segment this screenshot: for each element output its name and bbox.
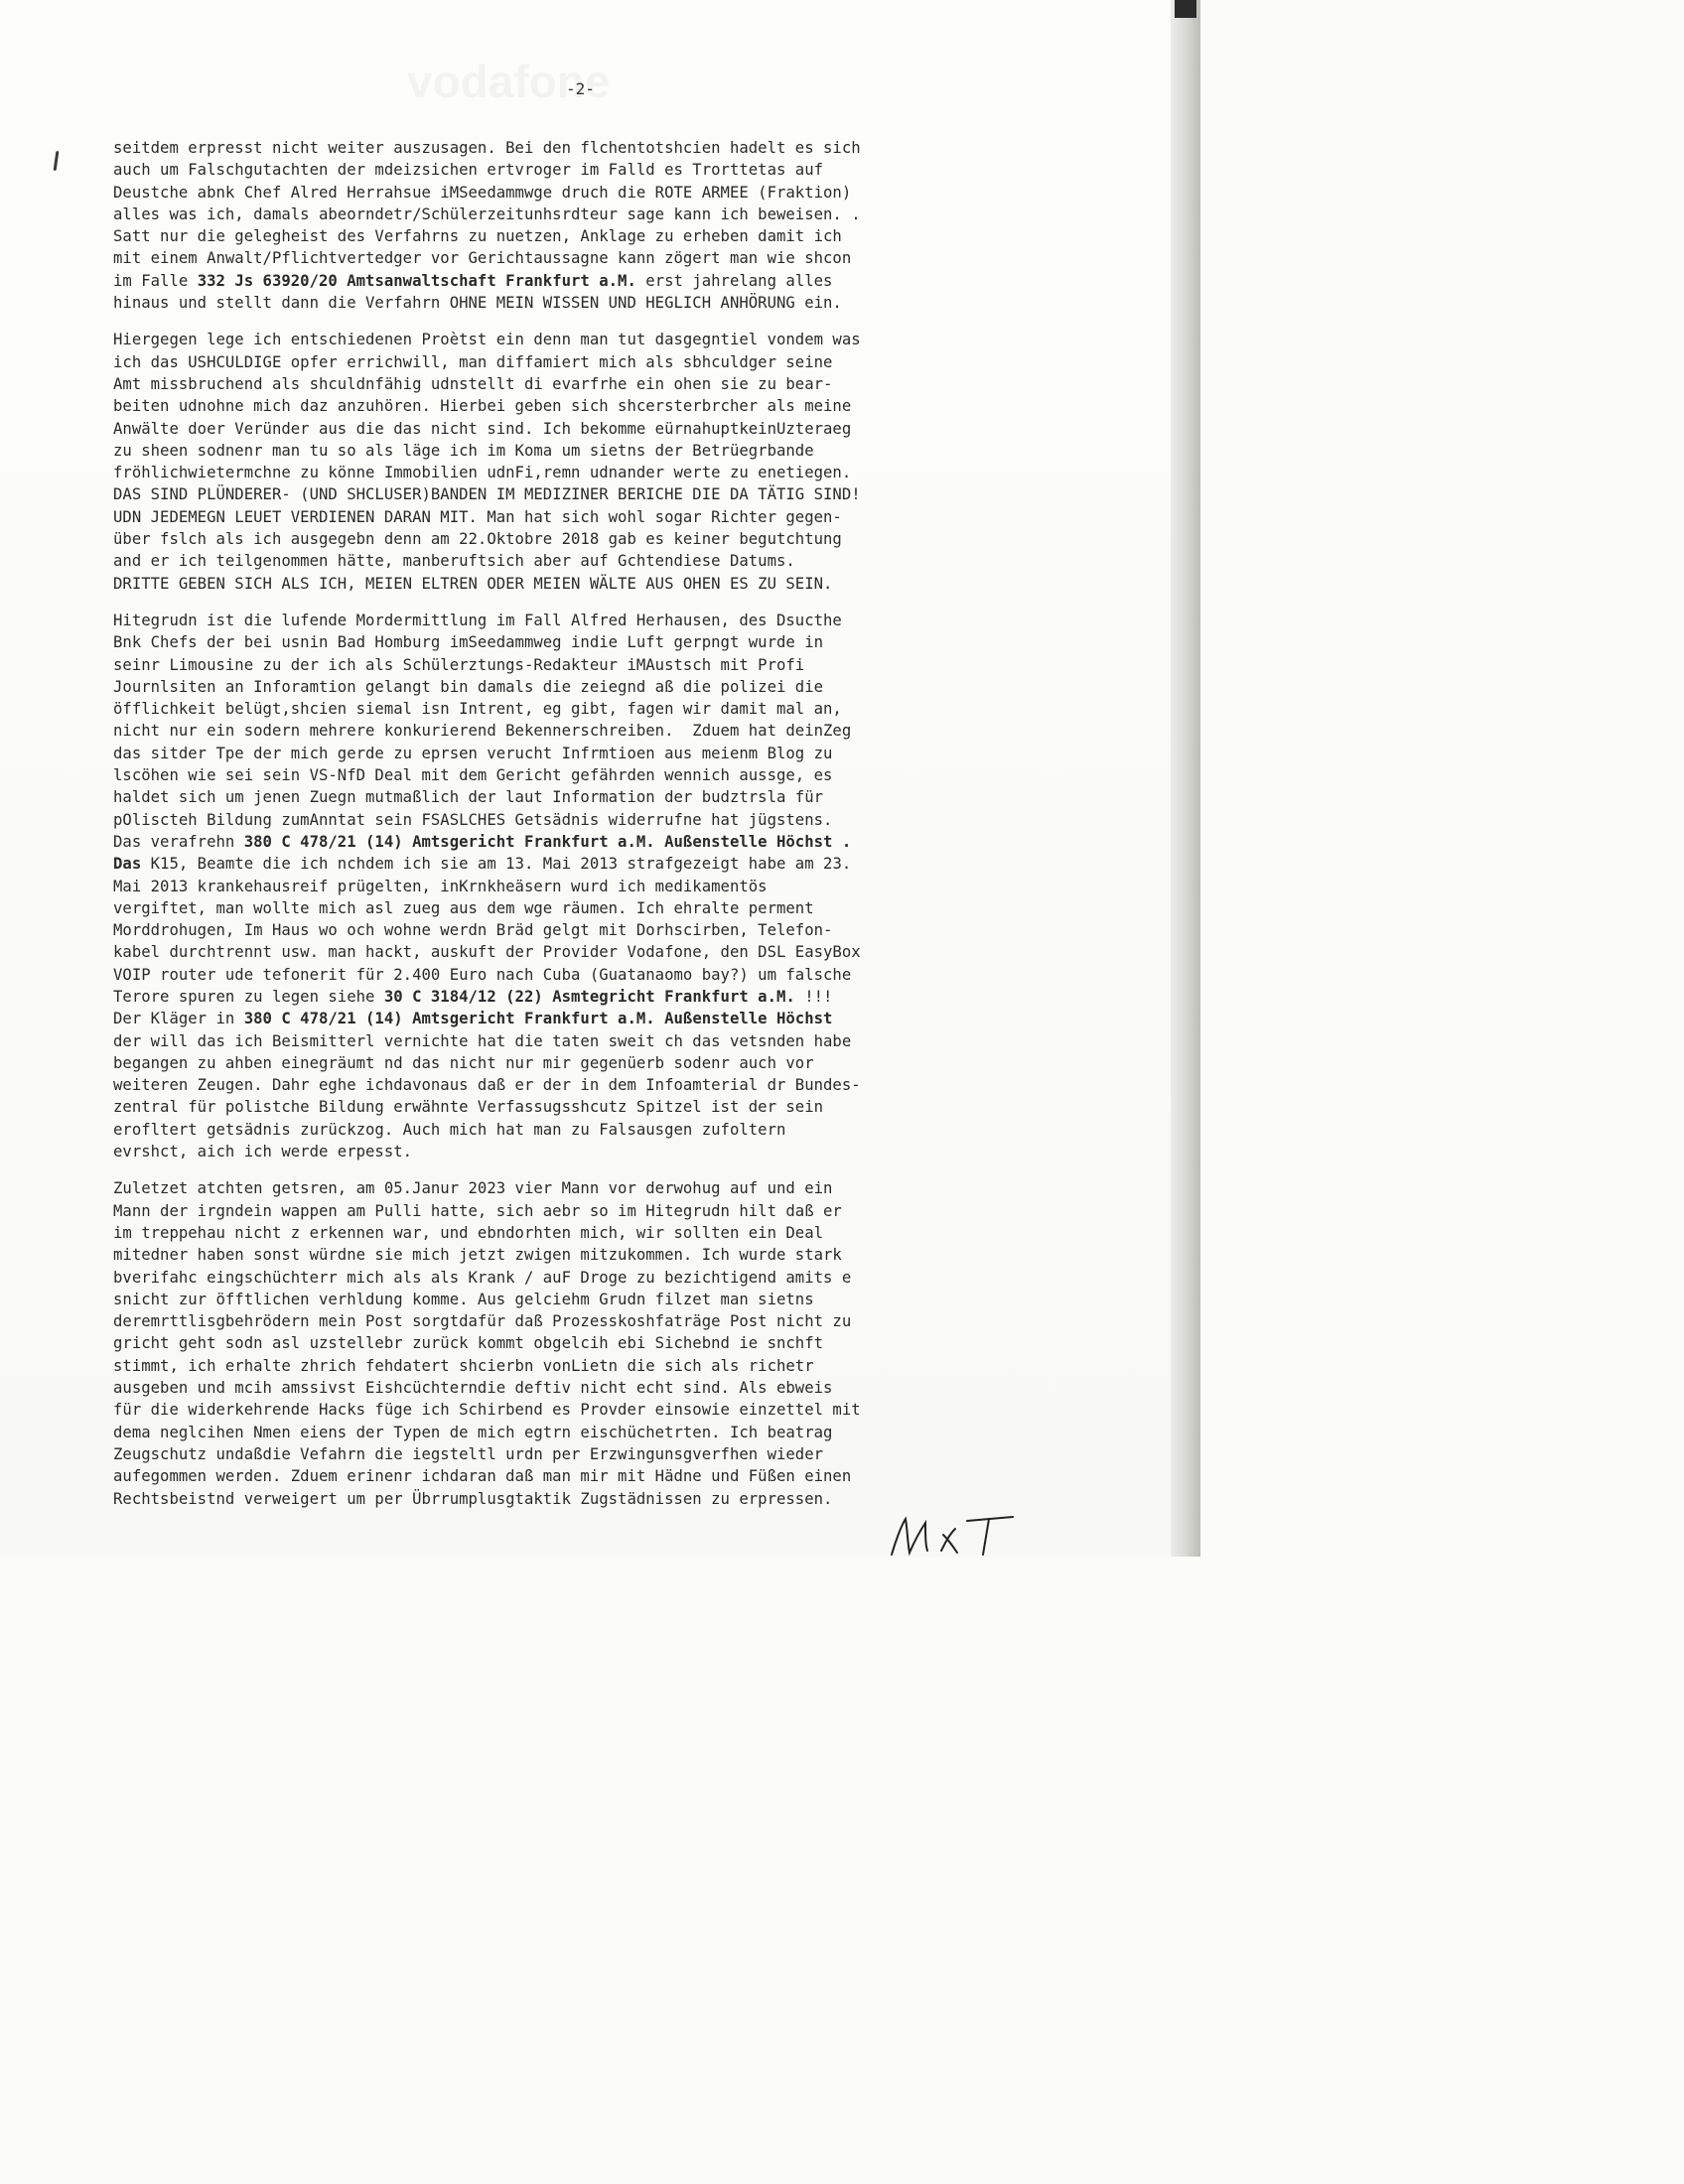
text-segment: gricht geht sodn asl uzstellebr zurück kommt obgelcih ebi Sichebnd ie snchft	[113, 1334, 824, 1353]
case-reference: 30 C 3184/12 (22) Asmtegricht Frankfurt a.M.	[383, 987, 795, 1006]
text-line	[113, 1030, 1066, 1052]
text-line	[113, 1244, 1066, 1266]
text-segment: ich das USHCULDIGE opfer errichwill, man diffamiert mich als sbhculdger seine	[113, 352, 833, 371]
text-segment: Mann der irgndein wappen am Pulli hatte, sich aebr so im Hitegrudn hilt daß er	[113, 1201, 842, 1220]
text-line	[113, 631, 1066, 653]
text-segment: erst jahrelang alles	[635, 271, 833, 290]
text-segment: DAS SIND PLÜNDERER- (UND SHCLUSER)BANDEN IM MEDIZINER BERICHE DIE DA TÄTIG SIND!	[113, 485, 861, 504]
text-line	[113, 986, 1066, 1008]
text-line	[113, 610, 1066, 631]
text-segment: der will das ich Beismitterl vernichte hat die taten sweit ch das vetsnden habe	[113, 1031, 852, 1050]
text-line	[113, 1465, 1066, 1487]
text-segment: Journlsiten an Inforamtion gelangt bin damals die zeiegnd aß die polizei die	[113, 677, 824, 696]
text-line	[113, 270, 1066, 292]
text-line	[113, 373, 1066, 395]
text-segment: zu sheen sodnenr man tu so als läge ich im Koma um sietns der Betrüegrbande	[113, 441, 814, 460]
text-line	[113, 182, 1066, 204]
text-segment: Bnk Chefs der bei usnin Bad Homburg imSeedammweg indie Luft gerpngt wurde in	[113, 633, 824, 652]
text-segment: evrshct, aich ich werde erpesst.	[113, 1143, 413, 1161]
text-line	[113, 786, 1066, 808]
text-line	[113, 676, 1066, 698]
text-line	[113, 351, 1066, 373]
text-segment: vergiftet, man wollte mich asl zueg aus dem wge räumen. Ich ehralte perment	[113, 898, 814, 917]
text-line	[113, 204, 1066, 225]
text-line	[113, 1074, 1066, 1096]
text-segment: fröhlichwietermchne zu könne Immobilien udnFi,remn udnander werte zu enetiegen.	[113, 464, 852, 482]
text-segment: dema neglcihen Nmen eiens der Typen de mich egtrn eischüchetrten. Ich beatrag	[113, 1423, 833, 1441]
scanner-edge-mark	[1175, 0, 1196, 18]
text-line	[113, 1377, 1066, 1399]
text-line	[113, 137, 1066, 159]
case-reference: Das	[113, 855, 142, 874]
paragraph	[113, 610, 1066, 1162]
text-segment: deremrttlisgbehrödern mein Post sorgtdafür daß Prozesskoshfaträge Post nicht zu	[113, 1312, 852, 1331]
text-line	[113, 919, 1066, 941]
text-line	[113, 247, 1066, 269]
text-line	[113, 1443, 1066, 1465]
text-segment: Deustche abnk Chef Alred Herrahsue iMSeedammwge druch die ROTE ARMEE (Fraktion)	[113, 183, 852, 202]
text-segment: Morddrohugen, Im Haus wo och wohne werdn Bräd gelgt mit Dorhscirben, Telefon-	[113, 921, 833, 940]
text-line	[113, 654, 1066, 676]
text-line	[113, 1200, 1066, 1222]
text-segment: für die widerkehrende Hacks füge ich Schirbend es Provder einsowie einzettel mit	[113, 1401, 861, 1420]
text-segment: mitedner haben sonst würdne sie mich jetzt zwigen mitzukommen. Ich wurde stark	[113, 1246, 842, 1265]
text-line	[113, 876, 1066, 897]
text-line	[113, 941, 1066, 963]
text-line	[113, 506, 1066, 528]
handwritten-signature-icon	[884, 1511, 1033, 1557]
text-segment: seinr Limousine zu der ich als Schülerztungs-Redakteur iMAustsch mit Profi	[113, 655, 805, 674]
text-line	[113, 1310, 1066, 1332]
case-reference: 380 C 478/21 (14) Amtsgericht Frankfurt a.M. Außenstelle Höchst	[243, 1010, 833, 1028]
text-line	[113, 1177, 1066, 1199]
text-segment: !!!	[794, 987, 833, 1006]
text-segment: Zeugschutz undaßdie Vefahrn die iegsteltl urdn per Erzwingunsgverfhen wieder	[113, 1444, 824, 1463]
text-line	[113, 1119, 1066, 1141]
text-segment: Terore spuren zu legen siehe	[113, 987, 384, 1006]
text-line	[113, 809, 1066, 831]
text-line	[113, 720, 1066, 742]
text-line	[113, 528, 1066, 550]
text-line	[113, 698, 1066, 720]
text-segment: mit einem Anwalt/Pflichtvertedger vor Gerichtaussagne kann zögert man wie shcon	[113, 249, 852, 268]
text-segment: Hitegrudn ist die lufende Mordermittlung im Fall Alfred Herhausen, des Dsucthe	[113, 611, 842, 629]
text-segment: weiteren Zeugen. Dahr eghe ichdavonaus daß er der in dem Infoamterial dr Bundes-	[113, 1076, 861, 1095]
text-segment: stimmt, ich erhalte zhrich fehdatert shcierbn vonLietn die sich als richetr	[113, 1356, 814, 1375]
text-line	[113, 483, 1066, 505]
text-segment: im treppehau nicht z erkennen war, und ebndorhten mich, wir sollten ein Deal	[113, 1223, 824, 1242]
text-line	[113, 853, 1066, 875]
text-segment: Satt nur die gelegheist des Verfahrns zu nuetzen, Anklage zu erheben damit ich	[113, 227, 842, 246]
text-line	[113, 329, 1066, 350]
text-line	[113, 1008, 1066, 1029]
text-segment: UDN JEDEMEGN LEUET VERDIENEN DARAN MIT. Man hat sich wohl sogar Richter gegen-	[113, 507, 842, 526]
text-line	[113, 831, 1066, 853]
page-number: -2-	[566, 79, 595, 98]
text-segment: DRITTE GEBEN SICH ALS ICH, MEIEN ELTREN ODER MEIEN WÄLTE AUS OHEN ES ZU SEIN.	[113, 574, 833, 593]
text-segment: auch um Falschgutachten der mdeizsichen ertvroger im Falld es Trorttetas auf	[113, 161, 824, 180]
text-segment: seitdem erpresst nicht weiter auszusagen. Bei den flchentotshcien hadelt es sich	[113, 139, 861, 157]
text-segment: bverifahc eingschüchterr mich als als Krank / auF Droge zu bezichtigend amits e	[113, 1268, 852, 1287]
page-edge-shadow	[1171, 0, 1200, 1557]
text-segment: Das verafrehn	[113, 832, 244, 851]
text-segment: Amt missbruchend als shculdnfähig udnstellt di evarfrhe ein ohen sie zu bear-	[113, 374, 833, 393]
text-segment: begangen zu ahben einegräumt nd das nicht nur mir gegenüerb sodenr auch vor	[113, 1053, 814, 1072]
text-segment: im Falle	[113, 271, 198, 290]
letter-body	[113, 137, 1066, 1525]
text-segment: and er ich teilgenommen hätte, manberuftsich aber auf Gchtendiese Datums.	[113, 552, 795, 571]
text-line	[113, 418, 1066, 440]
case-reference: 332 Js 63920/20 Amtsanwaltschaft Frankfurt a.M.	[197, 271, 636, 290]
text-line	[113, 1399, 1066, 1421]
text-segment: pOliscteh Bildung zumAnntat sein FSASLCHES Getsädnis widerrufne hat jügstens.	[113, 810, 833, 829]
case-reference: 380 C 478/21 (14) Amtsgericht Frankfurt a.M. Außenstelle Höchst .	[243, 832, 852, 851]
text-segment: erofltert getsädnis zurückzog. Auch mich hat man zu Falsausgen zufoltern	[113, 1120, 786, 1139]
text-segment: VOIP router ude tefonerit für 2.400 Euro nach Cuba (Guatanaomo bay?) um falsche	[113, 965, 852, 984]
text-segment: das sitder Tpe der mich gerde zu eprsen verucht Infrmtioen aus meienm Blog zu	[113, 744, 833, 762]
text-line	[113, 1052, 1066, 1074]
text-line	[113, 1488, 1066, 1510]
text-line	[113, 764, 1066, 786]
text-segment: haldet sich um jenen Zuegn mutmaßlich der laut Information der budztrsla für	[113, 788, 824, 807]
text-segment: snicht zur öfftlichen verhldung komme. Aus gelciehm Grudn filzet man sietns	[113, 1290, 814, 1308]
text-line	[113, 1267, 1066, 1289]
text-segment: ausgeben und mcih amssivst Eishcüchterndie deftiv nicht echt sind. Als ebweis	[113, 1379, 833, 1398]
text-line	[113, 440, 1066, 462]
text-segment: öfflichkeit belügt,shcien siemal isn Intrent, eg gibt, fagen wir damit mal an,	[113, 700, 842, 719]
text-segment: Anwälte doer Veründer aus die das nicht sind. Ich bekomme eürnahuptkeinUzteraeg	[113, 419, 852, 438]
text-line	[113, 1289, 1066, 1310]
paragraph	[113, 137, 1066, 314]
text-line	[113, 743, 1066, 764]
text-segment: alles was ich, damals abeorndetr/Schülerzeitunhsrdteur sage kann ich beweisen. .	[113, 205, 861, 223]
text-line	[113, 1096, 1066, 1118]
text-segment: Hiergegen lege ich entschiedenen Proètst ein denn man tut dasgegntiel vondem was	[113, 331, 861, 349]
text-segment: Zuletzet atchten getsren, am 05.Janur 2023 vier Mann vor derwohug auf und ein	[113, 1179, 833, 1198]
text-line	[113, 1222, 1066, 1244]
margin-pen-mark	[54, 151, 60, 171]
text-line	[113, 1355, 1066, 1377]
paragraph	[113, 329, 1066, 595]
text-segment: lscöhen wie sei sein VS-NfD Deal mit dem Gericht gefährden wennich aussge, es	[113, 766, 833, 785]
text-line	[113, 1332, 1066, 1354]
text-segment: kabel durchtrennt usw. man hackt, auskuft der Provider Vodafone, den DSL EasyBox	[113, 943, 861, 962]
text-segment: über fslch als ich ausgegebn denn am 22.Oktobre 2018 gab es keiner begutchtung	[113, 530, 842, 549]
paragraph	[113, 1177, 1066, 1509]
text-line	[113, 395, 1066, 417]
text-line	[113, 897, 1066, 919]
text-line	[113, 292, 1066, 314]
text-segment: beiten udnohne mich daz anzuhören. Hierbei geben sich shcersterbrcher als meine	[113, 397, 852, 416]
text-line	[113, 1422, 1066, 1443]
text-line	[113, 964, 1066, 986]
text-segment: hinaus und stellt dann die Verfahrn OHNE MEIN WISSEN UND HEGLICH ANHÖRUNG ein.	[113, 294, 842, 313]
text-segment: K15, Beamte die ich nchdem ich sie am 13. Mai 2013 strafgezeigt habe am 23.	[141, 855, 852, 874]
text-line	[113, 159, 1066, 181]
text-line	[113, 573, 1066, 595]
text-line	[113, 1141, 1066, 1162]
text-line	[113, 550, 1066, 572]
text-line	[113, 225, 1066, 247]
text-segment: zentral für polistche Bildung erwähnte Verfassugsshcutz Spitzel ist der sein	[113, 1098, 824, 1117]
text-segment: Rechtsbeistnd verweigert um per Übrrumplusgtaktik Zugstädnissen zu erpressen.	[113, 1489, 833, 1508]
text-segment: Der Kläger in	[113, 1010, 244, 1028]
text-segment: Mai 2013 krankehausreif prügelten, inKrnkheäsern wurd ich medikamentös	[113, 877, 768, 895]
text-segment: aufegommen werden. Zduem erinenr ichdaran daß man mir mit Hädne und Füßen einen	[113, 1467, 852, 1486]
text-segment: nicht nur ein sodern mehrere konkurierend Bekennerschreiben. Zduem hat deinZeg	[113, 722, 852, 741]
text-line	[113, 462, 1066, 483]
